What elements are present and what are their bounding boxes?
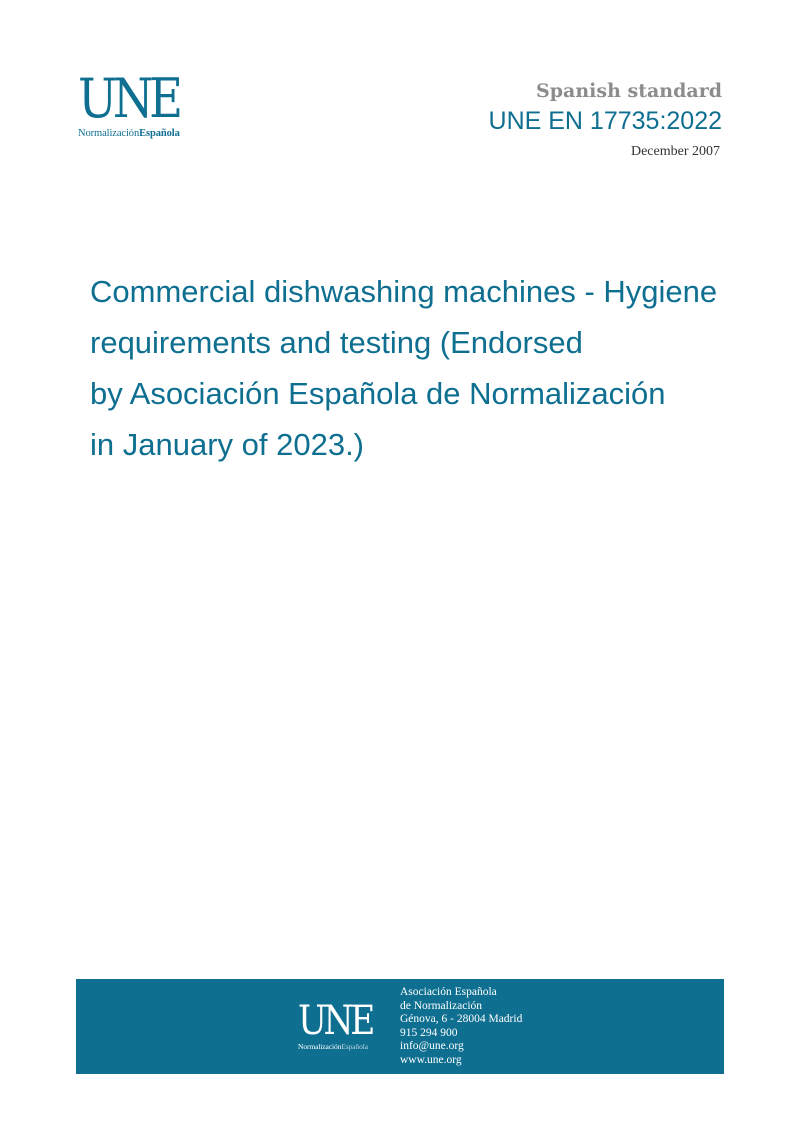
title-line: requirements and testing (Endorsed (90, 325, 583, 360)
document-title (90, 266, 780, 470)
document-kind: Spanish standard (536, 80, 722, 102)
logo-tagline-part2: Española (139, 128, 180, 139)
logo-wordmark: UNE (78, 67, 179, 130)
title-line: by Asociación Española de Normalización (90, 376, 666, 411)
footer-logo-tagline-part2: Española (341, 1042, 368, 1051)
footer-org-name-line2: de Normalización (400, 999, 483, 1012)
footer-logo-wordmark: UNE (298, 998, 372, 1044)
footer-address: Génova, 6 - 28004 Madrid (400, 1013, 523, 1026)
document-id: UNE EN 17735:2022 (488, 107, 722, 135)
footer-phone: 915 294 900 (400, 1026, 458, 1039)
document-date: December 2007 (630, 144, 720, 159)
document-header (489, 78, 722, 161)
logo-tagline-part1: Normalización (78, 128, 140, 139)
title-line: in January of 2023.) (90, 427, 365, 462)
une-logo (78, 67, 198, 140)
footer-banner (76, 979, 724, 1074)
footer-org-name-line1: Asociación Española (400, 986, 497, 998)
footer-email: info@une.org (400, 1040, 464, 1053)
title-line: Commercial dishwashing machines - Hygiene (90, 274, 718, 309)
footer-contact-info (400, 986, 522, 1068)
footer-une-logo (298, 998, 388, 1051)
footer-logo-tagline-part1: Normalización (298, 1042, 342, 1051)
footer-website: www.une.org (400, 1053, 462, 1066)
